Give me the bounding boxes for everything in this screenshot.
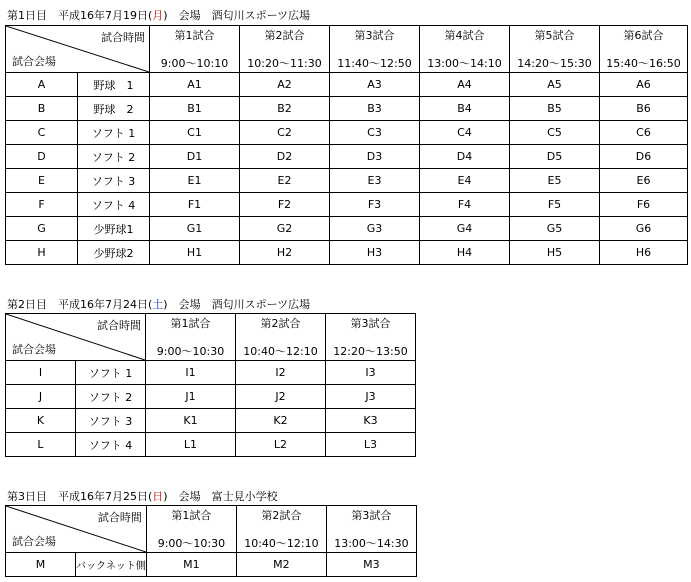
sport-cell: バックネット側 <box>76 553 147 577</box>
match-cell: A4 <box>420 73 510 97</box>
day1-schedule-table <box>5 25 688 265</box>
game-name: 第3試合 <box>350 317 391 330</box>
day2-game-header <box>146 314 236 361</box>
sport-cell: 少野球2 <box>78 241 150 265</box>
day3-weekday: 日 <box>152 490 164 503</box>
game-time: 14:20～15:30 <box>517 57 592 70</box>
sport-cell: ソフト 1 <box>78 121 150 145</box>
game-name: 第3試合 <box>354 29 395 42</box>
day2-weekday: 土 <box>152 298 164 311</box>
table-row <box>6 193 688 217</box>
match-cell: F4 <box>420 193 510 217</box>
match-cell: H2 <box>240 241 330 265</box>
match-cell: E2 <box>240 169 330 193</box>
day1-game-header <box>330 26 420 73</box>
day3-corner-time-label: 試合時間 <box>97 511 142 524</box>
match-cell: G2 <box>240 217 330 241</box>
match-cell: A2 <box>240 73 330 97</box>
game-name: 第2試合 <box>260 317 301 330</box>
match-cell: B2 <box>240 97 330 121</box>
match-cell: K3 <box>326 409 416 433</box>
day2-corner-time-label: 試合時間 <box>97 319 141 332</box>
match-cell: C2 <box>240 121 330 145</box>
match-cell: I3 <box>326 361 416 385</box>
game-time: 9:00～10:30 <box>157 537 226 550</box>
venue-cell: D <box>6 145 78 169</box>
day1-corner-venue-label: 試合会場 <box>12 55 56 68</box>
game-name: 第2試合 <box>261 509 302 522</box>
game-time: 11:40～12:50 <box>337 57 412 70</box>
day1-game-header <box>420 26 510 73</box>
match-cell: C4 <box>420 121 510 145</box>
match-cell: C5 <box>510 121 600 145</box>
day3-header-row <box>6 506 417 553</box>
game-name: 第6試合 <box>623 29 664 42</box>
venue-cell: C <box>6 121 78 145</box>
match-cell: C3 <box>330 121 420 145</box>
match-cell: I2 <box>236 361 326 385</box>
day3-game-header <box>146 506 236 553</box>
table-row <box>6 553 417 577</box>
day2-title-prefix: 第2日目 平成16年7月24日( <box>7 298 153 311</box>
sport-cell: 野球 2 <box>78 97 150 121</box>
day2-title-suffix: ) 会場 酒匂川スポーツ広場 <box>163 298 311 311</box>
match-cell: G4 <box>420 217 510 241</box>
match-cell: D4 <box>420 145 510 169</box>
day3-game-header <box>236 506 326 553</box>
venue-cell: K <box>6 409 76 433</box>
match-cell: H5 <box>510 241 600 265</box>
match-cell: K2 <box>236 409 326 433</box>
match-cell: M3 <box>326 553 416 577</box>
venue-cell: F <box>6 193 78 217</box>
match-cell: B6 <box>600 97 688 121</box>
sport-cell: ソフト 4 <box>78 193 150 217</box>
match-cell: C1 <box>150 121 240 145</box>
match-cell: F5 <box>510 193 600 217</box>
venue-cell: A <box>6 73 78 97</box>
game-time: 12:20～13:50 <box>333 345 408 358</box>
match-cell: H3 <box>330 241 420 265</box>
day2-header-row <box>6 314 416 361</box>
game-name: 第1試合 <box>174 29 215 42</box>
table-row <box>6 385 416 409</box>
match-cell: B4 <box>420 97 510 121</box>
table-row <box>6 121 688 145</box>
match-cell: G3 <box>330 217 420 241</box>
sport-cell: ソフト 3 <box>78 169 150 193</box>
venue-cell: E <box>6 169 78 193</box>
match-cell: G5 <box>510 217 600 241</box>
day2-schedule-table <box>5 313 416 457</box>
table-row <box>6 433 416 457</box>
match-cell: K1 <box>146 409 236 433</box>
match-cell: D6 <box>600 145 688 169</box>
match-cell: B1 <box>150 97 240 121</box>
table-row <box>6 97 688 121</box>
sport-cell: 少野球1 <box>78 217 150 241</box>
match-cell: D3 <box>330 145 420 169</box>
venue-cell: I <box>6 361 76 385</box>
sport-cell: ソフト 4 <box>76 433 146 457</box>
day3-title-prefix: 第3日目 平成16年7月25日( <box>7 490 153 503</box>
match-cell: E3 <box>330 169 420 193</box>
venue-cell: H <box>6 241 78 265</box>
table-row <box>6 241 688 265</box>
match-cell: L1 <box>146 433 236 457</box>
match-cell: H6 <box>600 241 688 265</box>
match-cell: G1 <box>150 217 240 241</box>
day3-schedule-table <box>5 505 417 577</box>
day2-game-header <box>236 314 326 361</box>
match-cell: D2 <box>240 145 330 169</box>
day2-title <box>7 298 310 312</box>
venue-cell: G <box>6 217 78 241</box>
table-row <box>6 217 688 241</box>
match-cell: F1 <box>150 193 240 217</box>
match-cell: E6 <box>600 169 688 193</box>
day1-header-row <box>6 26 688 73</box>
day2-game-header <box>326 314 416 361</box>
match-cell: F6 <box>600 193 688 217</box>
day1-title <box>7 9 310 23</box>
match-cell: G6 <box>600 217 688 241</box>
match-cell: I1 <box>146 361 236 385</box>
match-cell: J2 <box>236 385 326 409</box>
game-time: 9:00～10:10 <box>160 57 229 70</box>
table-row <box>6 145 688 169</box>
match-cell: M1 <box>146 553 236 577</box>
day3-corner-cell <box>6 506 147 553</box>
day3-game-header <box>326 506 416 553</box>
game-name: 第4試合 <box>444 29 485 42</box>
match-cell: H4 <box>420 241 510 265</box>
match-cell: H1 <box>150 241 240 265</box>
game-name: 第2試合 <box>264 29 305 42</box>
day1-title-prefix: 第1日目 平成16年7月19日( <box>7 9 153 22</box>
venue-cell: L <box>6 433 76 457</box>
match-cell: F3 <box>330 193 420 217</box>
sport-cell: ソフト 3 <box>76 409 146 433</box>
day1-game-header <box>240 26 330 73</box>
game-time: 10:40～12:10 <box>244 537 319 550</box>
match-cell: A5 <box>510 73 600 97</box>
sport-cell: ソフト 1 <box>76 361 146 385</box>
table-row <box>6 409 416 433</box>
sport-cell: ソフト 2 <box>78 145 150 169</box>
game-time: 9:00～10:30 <box>156 345 225 358</box>
match-cell: J3 <box>326 385 416 409</box>
sport-cell: ソフト 2 <box>76 385 146 409</box>
venue-cell: M <box>6 553 76 577</box>
game-time: 10:40～12:10 <box>243 345 318 358</box>
match-cell: C6 <box>600 121 688 145</box>
match-cell: J1 <box>146 385 236 409</box>
game-name: 第5試合 <box>534 29 575 42</box>
table-row <box>6 169 688 193</box>
match-cell: B5 <box>510 97 600 121</box>
table-row <box>6 73 688 97</box>
day1-game-header <box>150 26 240 73</box>
game-time: 10:20～11:30 <box>247 57 322 70</box>
day1-corner-cell <box>6 26 150 73</box>
match-cell: F2 <box>240 193 330 217</box>
day3-corner-venue-label: 試合会場 <box>12 535 56 548</box>
match-cell: L3 <box>326 433 416 457</box>
venue-cell: B <box>6 97 78 121</box>
day1-weekday: 月 <box>152 9 164 22</box>
match-cell: A6 <box>600 73 688 97</box>
table-row <box>6 361 416 385</box>
match-cell: E4 <box>420 169 510 193</box>
day1-game-header <box>600 26 688 73</box>
game-name: 第1試合 <box>170 317 211 330</box>
game-time: 13:00～14:10 <box>427 57 502 70</box>
day3-title <box>7 490 278 504</box>
match-cell: A1 <box>150 73 240 97</box>
game-time: 15:40～16:50 <box>606 57 681 70</box>
venue-cell: J <box>6 385 76 409</box>
game-name: 第1試合 <box>171 509 212 522</box>
day2-corner-venue-label: 試合会場 <box>12 343 56 356</box>
match-cell: E5 <box>510 169 600 193</box>
game-time: 13:00～14:30 <box>334 537 409 550</box>
match-cell: B3 <box>330 97 420 121</box>
match-cell: E1 <box>150 169 240 193</box>
match-cell: L2 <box>236 433 326 457</box>
sport-cell: 野球 1 <box>78 73 150 97</box>
day1-corner-time-label: 試合時間 <box>101 31 145 44</box>
day1-game-header <box>510 26 600 73</box>
day3-title-suffix: ) 会場 富士見小学校 <box>163 490 278 503</box>
day2-corner-cell <box>6 314 146 361</box>
match-cell: D5 <box>510 145 600 169</box>
match-cell: A3 <box>330 73 420 97</box>
day1-title-suffix: ) 会場 酒匂川スポーツ広場 <box>163 9 311 22</box>
match-cell: M2 <box>236 553 326 577</box>
match-cell: D1 <box>150 145 240 169</box>
game-name: 第3試合 <box>351 509 392 522</box>
